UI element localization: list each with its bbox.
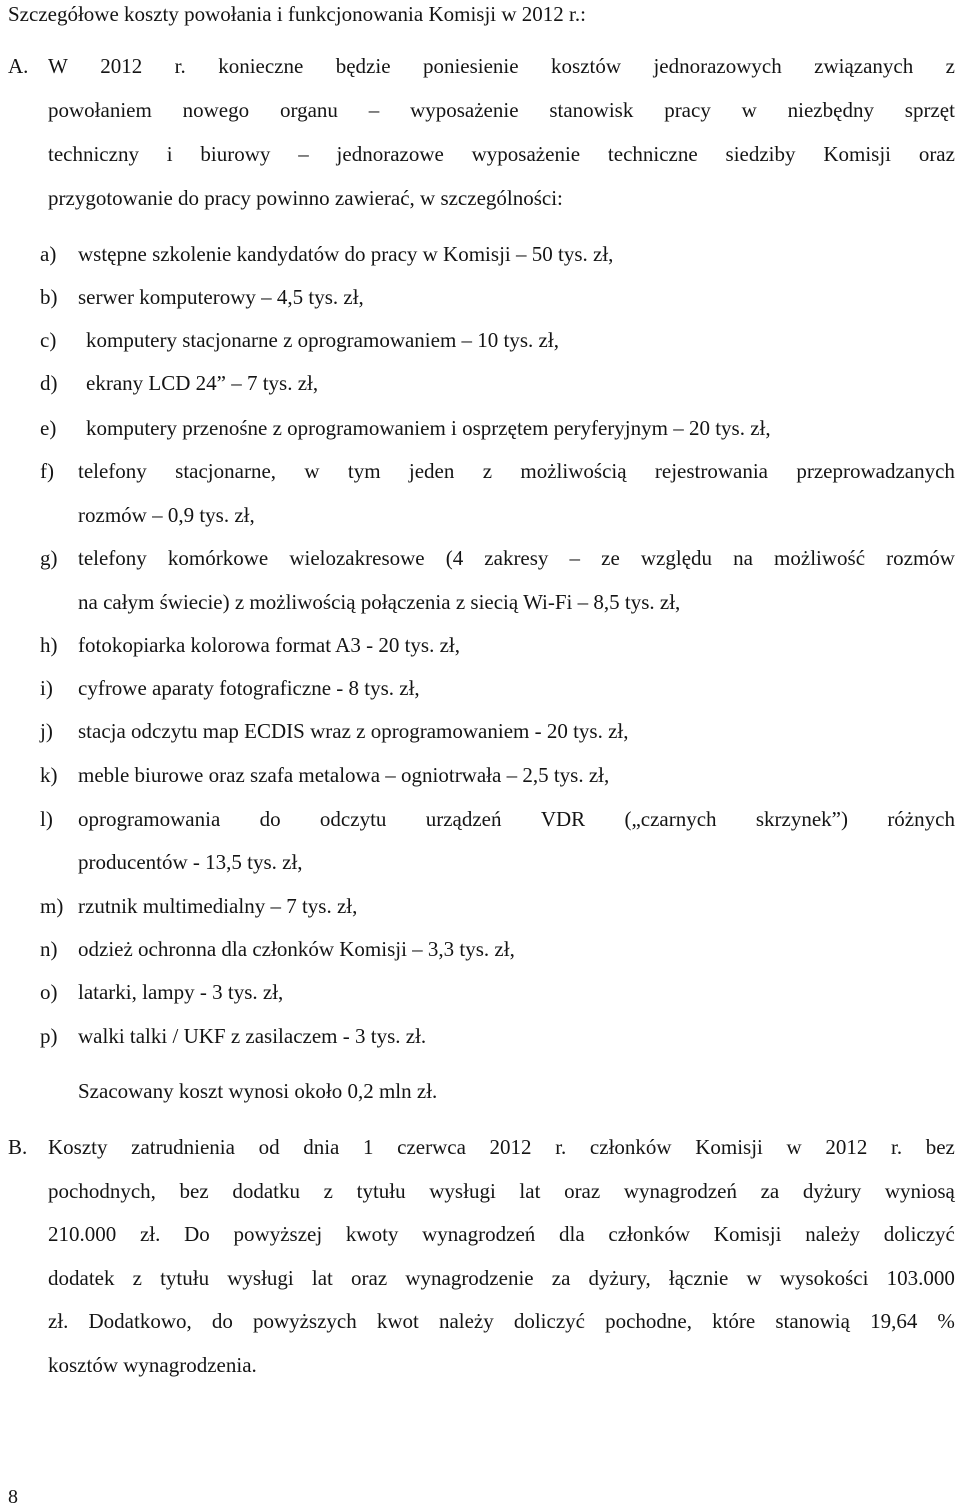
word: Komisji — [713, 1222, 782, 1246]
word: rejestrowania — [654, 459, 769, 483]
word: zakresy — [484, 546, 549, 570]
word: w — [786, 1135, 802, 1159]
word: r. — [891, 1135, 903, 1159]
word: łącznie — [668, 1266, 729, 1290]
word: urządzeń — [425, 807, 502, 831]
word: za — [760, 1179, 780, 1203]
list-item-text: walki talki / UKF z zasilaczem - 3 tys. zł. — [78, 1024, 427, 1048]
word: przeprowadzanych — [796, 459, 955, 483]
list-item-label: k) — [40, 763, 58, 787]
section-b-line-5 — [48, 1311, 955, 1332]
word: zł. — [139, 1222, 161, 1246]
word: organu — [279, 98, 338, 122]
list-item-label: n) — [40, 937, 58, 961]
word: tym — [347, 459, 381, 483]
word: pochodnych, — [48, 1179, 156, 1203]
list-item-text: producentów - 13,5 tys. zł, — [78, 850, 303, 874]
word: Koszty — [48, 1135, 108, 1159]
word: wysługi — [227, 1266, 294, 1290]
word: jednorazowych — [653, 54, 782, 78]
section-a-line-2 — [48, 100, 955, 121]
list-item-label: d) — [40, 371, 58, 395]
word: kosztów — [551, 54, 622, 78]
word: z — [132, 1266, 142, 1290]
list-item-text: ekrany LCD 24” – 7 tys. zł, — [86, 371, 319, 395]
word: W — [48, 54, 68, 78]
section-b-marker: B. — [8, 1135, 28, 1159]
word: wynagrodzeń — [623, 1179, 737, 1203]
word: 103.000 — [886, 1266, 955, 1290]
word: nowego — [182, 98, 250, 122]
word: stacjonarne, — [175, 459, 277, 483]
word: Komisji — [695, 1135, 763, 1159]
list-item-label: f) — [40, 459, 54, 483]
word: należy — [438, 1309, 494, 1333]
word: z — [323, 1179, 333, 1203]
list-item-text: fotokopiarka kolorowa format A3 - 20 tys. zł, — [78, 633, 460, 657]
word: dodatek — [48, 1266, 115, 1290]
list-item-label: o) — [40, 980, 58, 1004]
word: wynagrodzenie — [405, 1266, 534, 1290]
list-item-label: e) — [40, 416, 57, 440]
section-b-line-1 — [48, 1137, 955, 1158]
word: wynagrodzeń — [422, 1222, 536, 1246]
word: oraz — [351, 1266, 388, 1290]
word: i — [166, 142, 173, 166]
word: w — [741, 98, 757, 122]
word: kwoty — [345, 1222, 399, 1246]
word: które — [712, 1309, 756, 1333]
word: 210.000 — [48, 1222, 117, 1246]
list-item-text: wstępne szkolenie kandydatów do pracy w Komisji – 50 tys. zł, — [78, 242, 614, 266]
page-number: 8 — [8, 1486, 18, 1508]
word: dnia — [303, 1135, 340, 1159]
word: członków — [589, 1135, 672, 1159]
word: względu — [640, 546, 713, 570]
word: dyżury — [802, 1179, 862, 1203]
word: oraz — [918, 142, 955, 166]
word: ze — [601, 546, 620, 570]
word: r. — [555, 1135, 567, 1159]
word: stanowią — [775, 1309, 850, 1333]
word: VDR — [540, 807, 586, 831]
list-item-text: komputery przenośne z oprogramowaniem i osprzętem peryferyjnym – 20 tys. zł, — [86, 416, 771, 440]
word: 2012 — [489, 1135, 532, 1159]
word: pracy — [664, 98, 711, 122]
word: techniczne — [607, 142, 698, 166]
word: 2012 — [100, 54, 143, 78]
word: wysługi — [429, 1179, 496, 1203]
list-item-label: c) — [40, 328, 57, 352]
section-b-line-2 — [48, 1181, 955, 1202]
word: za — [551, 1266, 571, 1290]
word: biurowy — [200, 142, 271, 166]
word: telefony — [78, 546, 147, 570]
list-item-label: l) — [40, 807, 53, 831]
cost-summary: Szacowany koszt wynosi około 0,2 mln zł. — [78, 1079, 438, 1103]
word: odczytu — [319, 807, 387, 831]
word: Do — [184, 1222, 210, 1246]
list-item-text: cyfrowe aparaty fotograficzne - 8 tys. zł, — [78, 676, 420, 700]
word: tytułu — [160, 1266, 210, 1290]
list-item-label: b) — [40, 285, 58, 309]
word: powyższej — [233, 1222, 323, 1246]
word: rozmów — [886, 546, 955, 570]
word: wielozakresowe — [289, 546, 425, 570]
word: lat — [311, 1266, 333, 1290]
word: wyposażenie — [410, 98, 519, 122]
word: czerwca — [397, 1135, 466, 1159]
page-heading: Szczegółowe koszty powołania i funkcjonowania Komisji w 2012 r.: — [8, 2, 586, 26]
word: tytułu — [356, 1179, 406, 1203]
word: Komisji — [823, 142, 891, 166]
list-item-text: odzież ochronna dla członków Komisji – 3,3 tys. zł, — [78, 937, 515, 961]
word: dyżury, — [588, 1266, 651, 1290]
word: niezbędny — [787, 98, 874, 122]
word: bez — [925, 1135, 955, 1159]
word: zatrudnienia — [131, 1135, 235, 1159]
list-item-text: latarki, lampy - 3 tys. zł, — [78, 980, 284, 1004]
word: będzie — [335, 54, 391, 78]
list-item-text: rzutnik multimedialny – 7 tys. zł, — [78, 894, 358, 918]
word: poniesienie — [422, 54, 519, 78]
section-a-line-4: przygotowanie do pracy powinno zawierać, w szczególności: — [48, 186, 563, 210]
word: dodatku — [232, 1179, 300, 1203]
list-item-label: m) — [40, 894, 64, 918]
word: telefony — [78, 459, 147, 483]
word: kwot — [376, 1309, 419, 1333]
word: komórkowe — [167, 546, 269, 570]
word: pochodne, — [605, 1309, 692, 1333]
word: sprzęt — [904, 98, 955, 122]
word: % — [937, 1309, 955, 1333]
word: wyniosą — [884, 1179, 955, 1203]
word: w — [304, 459, 320, 483]
word: dla — [559, 1222, 585, 1246]
word: konieczne — [218, 54, 304, 78]
word: stanowisk — [549, 98, 634, 122]
list-item-text-justified — [78, 461, 955, 482]
word: – — [368, 98, 380, 122]
word: – — [569, 546, 581, 570]
word: powołaniem — [48, 98, 152, 122]
word: do — [211, 1309, 233, 1333]
word: związanych — [814, 54, 914, 78]
word: powyższych — [252, 1309, 357, 1333]
word: bez — [179, 1179, 209, 1203]
list-item-label: g) — [40, 546, 58, 570]
section-b-line-6: kosztów wynagrodzenia. — [48, 1353, 257, 1377]
word: Dodatkowo, — [88, 1309, 192, 1333]
word: możliwością — [520, 459, 627, 483]
list-item-label: h) — [40, 633, 58, 657]
word: doliczyć — [513, 1309, 585, 1333]
word: 19,64 — [870, 1309, 918, 1333]
word: z — [482, 459, 493, 483]
list-item-text: na całym świecie) z możliwością połączenia z siecią Wi-Fi – 8,5 tys. zł, — [78, 590, 681, 614]
list-item-label: p) — [40, 1024, 58, 1048]
word: (4 — [445, 546, 464, 570]
word: r. — [174, 54, 186, 78]
word: („czarnych — [624, 807, 717, 831]
list-item-label: i) — [40, 676, 53, 700]
word: możliwość — [774, 546, 866, 570]
word: techniczny — [48, 142, 139, 166]
list-item-label: a) — [40, 242, 57, 266]
list-item-text: serwer komputerowy – 4,5 tys. zł, — [78, 285, 364, 309]
word: – — [298, 142, 309, 166]
section-a-marker: A. — [8, 54, 29, 78]
list-item-text: meble biurowe oraz szafa metalowa – ogniotrwała – 2,5 tys. zł, — [78, 763, 610, 787]
section-a-line-1 — [48, 56, 955, 77]
list-item-label: j) — [40, 719, 53, 743]
list-item-text: komputery stacjonarne z oprogramowaniem – 10 tys. zł, — [86, 328, 559, 352]
section-b-line-3 — [48, 1224, 955, 1245]
word: doliczyć — [883, 1222, 955, 1246]
list-item-text: rozmów – 0,9 tys. zł, — [78, 503, 255, 527]
word: od — [258, 1135, 280, 1159]
word: oprogramowania — [78, 807, 221, 831]
word: wysokości — [779, 1266, 869, 1290]
word: różnych — [887, 807, 955, 831]
list-item-text-justified — [78, 548, 955, 569]
word: oraz — [564, 1179, 601, 1203]
word: z — [945, 54, 955, 78]
word: lat — [519, 1179, 541, 1203]
section-b-line-4 — [48, 1268, 955, 1289]
section-a-line-3 — [48, 144, 955, 165]
word: zł. — [48, 1309, 69, 1333]
list-item-text-justified — [78, 809, 955, 830]
word: należy — [805, 1222, 860, 1246]
word: skrzynek”) — [755, 807, 848, 831]
word: siedziby — [725, 142, 796, 166]
word: na — [733, 546, 753, 570]
word: w — [746, 1266, 762, 1290]
word: do — [259, 807, 281, 831]
word: 2012 — [825, 1135, 868, 1159]
word: jednorazowe — [336, 142, 444, 166]
word: jeden — [408, 459, 455, 483]
list-item-text: stacja odczytu map ECDIS wraz z oprogramowaniem - 20 tys. zł, — [78, 719, 629, 743]
word: 1 — [363, 1135, 374, 1159]
word: członków — [608, 1222, 691, 1246]
word: wyposażenie — [471, 142, 581, 166]
